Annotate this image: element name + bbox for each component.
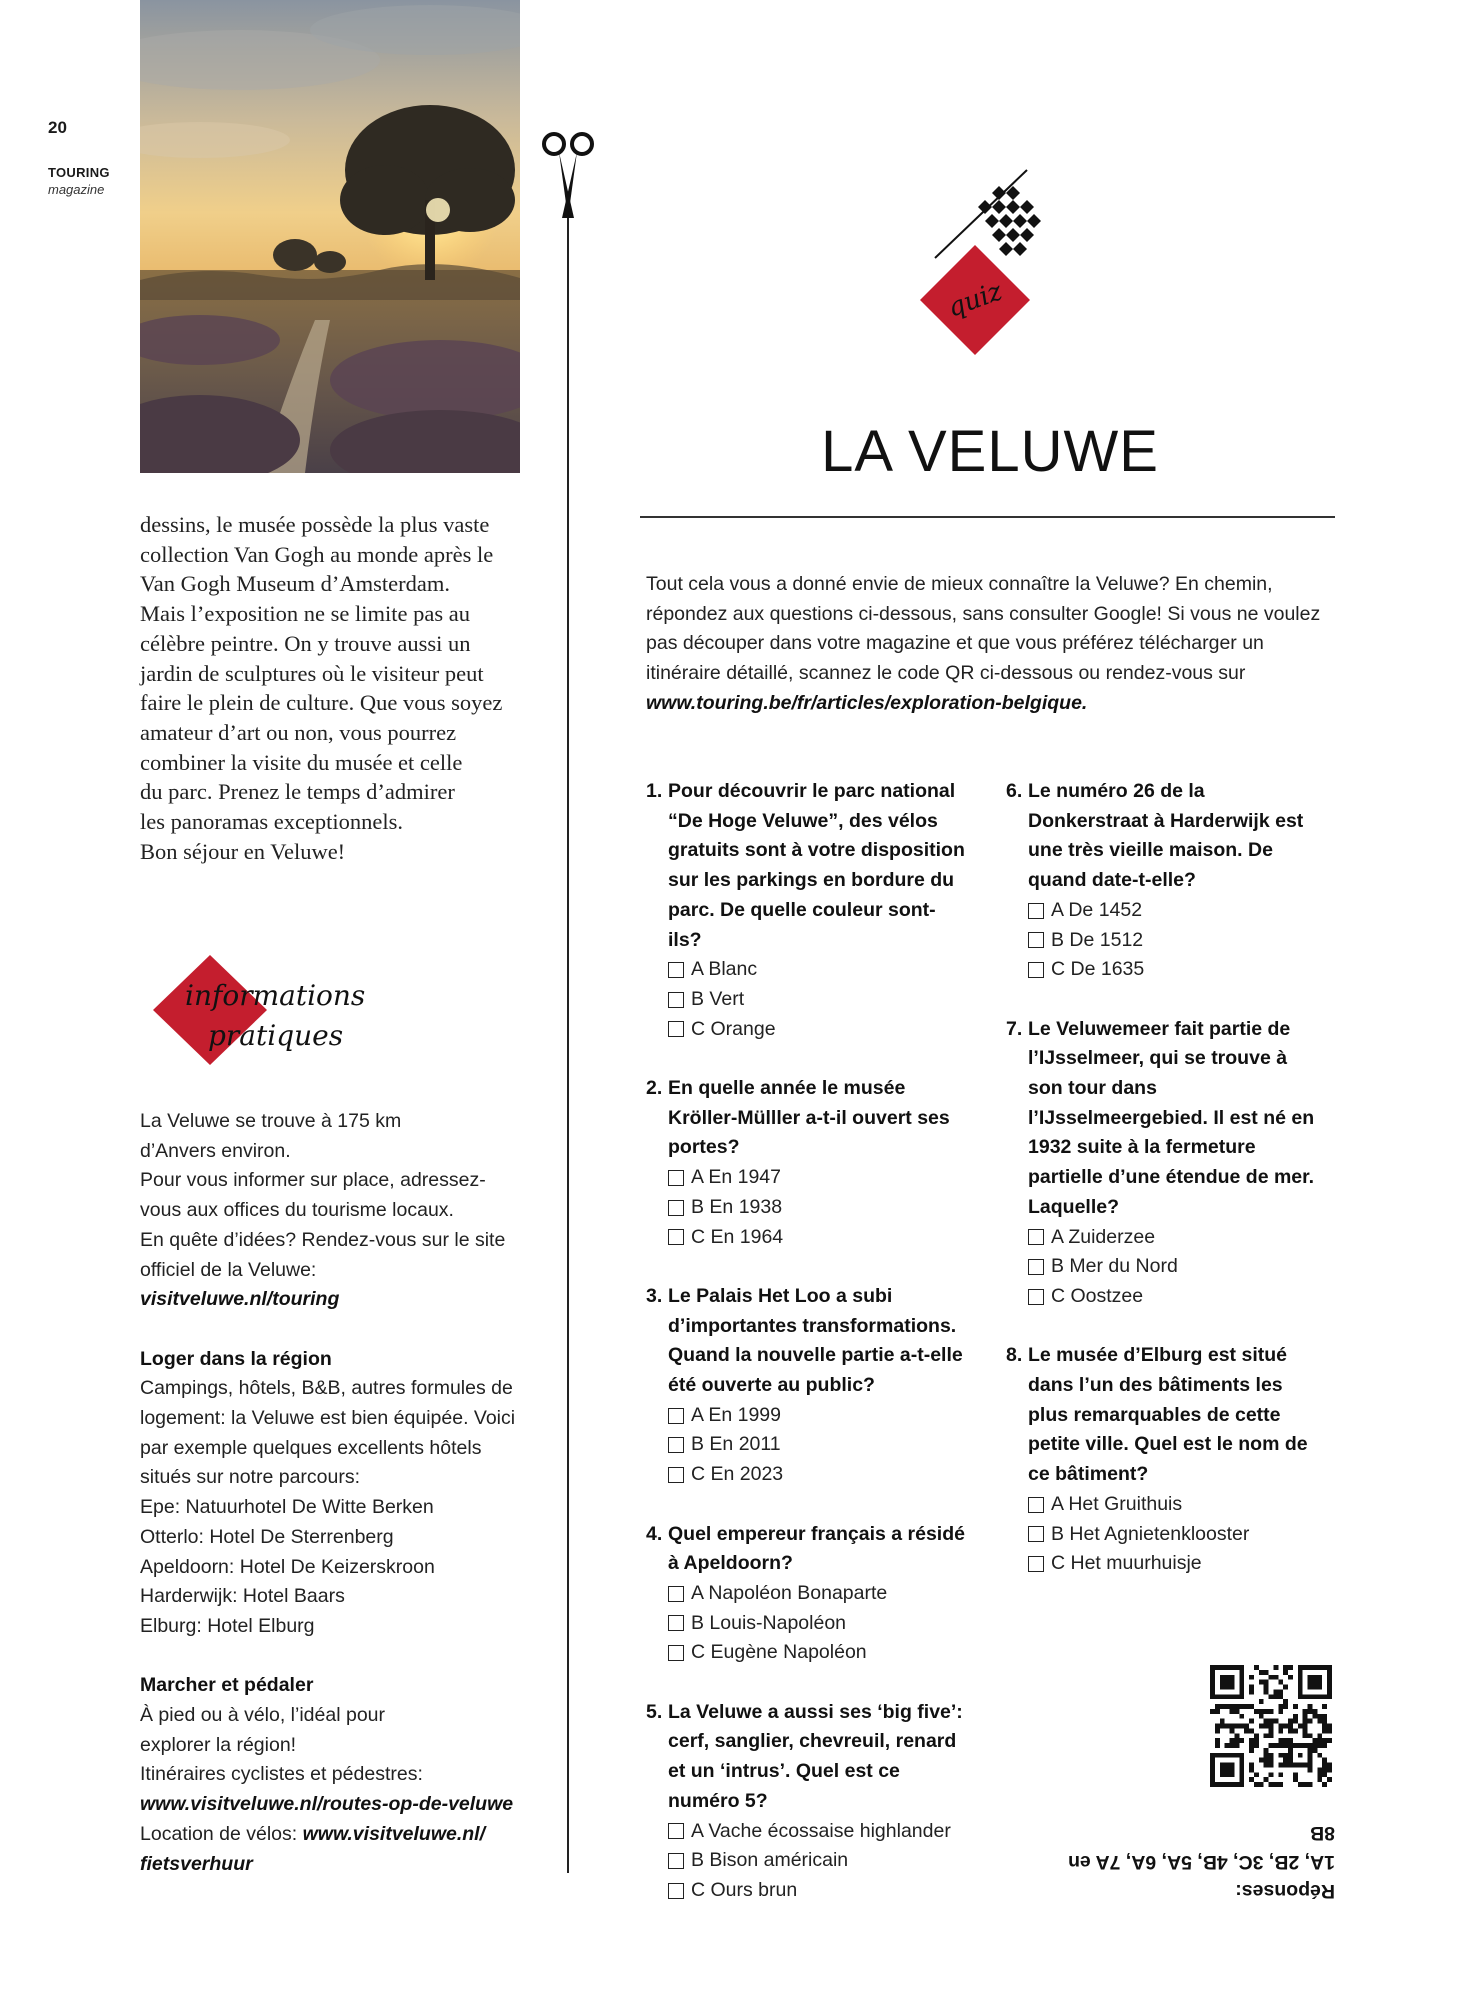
checkbox[interactable]: [668, 1853, 684, 1869]
quiz-question: [646, 777, 966, 1044]
article-line: célèbre peintre. On y trouve aussi un: [140, 630, 471, 656]
title-divider: [640, 516, 1335, 518]
question-number: 4.: [646, 1522, 663, 1545]
question-number: 7.: [1006, 1017, 1023, 1040]
checkbox[interactable]: [1028, 1526, 1044, 1542]
answer-option[interactable]: [668, 1876, 966, 1906]
option-label: B Het Agnietenklooster: [1051, 1522, 1250, 1545]
option-label: C Oostzee: [1051, 1284, 1144, 1307]
option-label: A Blanc: [691, 958, 758, 981]
article-line: Bon séjour en Veluwe!: [140, 838, 346, 864]
intro-line: Tout cela vous a donné envie de mieux connaître la Veluwe? En chemin,: [646, 573, 1273, 595]
question-text: Pour découvrir le parc national “De Hoge Veluwe”, des vélos gratuits sont à votre disposition sur les parkings en bordure du parc. De quelle couleur sont-ils?: [668, 780, 965, 951]
checkbox[interactable]: [1028, 1259, 1044, 1275]
checkbox[interactable]: [668, 1437, 684, 1453]
answer-option[interactable]: [668, 985, 966, 1015]
rental-line: [140, 1820, 520, 1850]
answer-option[interactable]: [1028, 1549, 1326, 1579]
hotel-item: Elburg: Hotel Elburg: [140, 1614, 315, 1637]
option-label: C Eugène Napoléon: [691, 1641, 867, 1664]
article-line: dessins, le musée possède la plus vaste: [140, 512, 490, 537]
question-text: La Veluwe a aussi ses ‘big five’: cerf, sanglier, chevreuil, renard et un ‘intrus’. Quel est ce numéro 5?: [668, 1700, 963, 1812]
option-label: A Napoléon Bonaparte: [691, 1581, 888, 1604]
rental-label: Location de vélos:: [140, 1822, 303, 1845]
option-label: A Het Gruithuis: [1051, 1492, 1183, 1515]
article-line: du parc. Prenez le temps d’admirer: [140, 779, 455, 805]
option-label: B En 2011: [691, 1433, 781, 1456]
hotel-item: Apeldoorn: Hotel De Keizerskroon: [140, 1555, 435, 1578]
article-line: jardin de sculptures où le visiteur peut: [140, 660, 484, 686]
question-number: 5.: [646, 1700, 663, 1723]
info-badge: [140, 945, 380, 1085]
quiz-badge: [915, 160, 1100, 370]
question-text: Le Palais Het Loo a subi d’importantes transformations. Quand la nouvelle partie a-t-elle été ouverte au public?: [668, 1284, 963, 1397]
article-line: Mais l’exposition ne se limite pas au: [140, 601, 470, 627]
magazine-subtitle: magazine: [48, 182, 105, 197]
checkbox[interactable]: [668, 1408, 684, 1424]
quiz-question: [1006, 1341, 1326, 1579]
article-line: faire le plein de culture. Que vous soyez: [140, 690, 503, 716]
hotel-item: Harderwijk: Hotel Baars: [140, 1585, 345, 1608]
question-text: En quelle année le musée Kröller-Mülller a-t-il ouvert ses portes?: [668, 1077, 950, 1159]
info-line: vous aux offices du tourisme locaux.: [140, 1199, 454, 1222]
intro-line: itinéraire détaillé, scannez le code QR ci-dessous ou rendez-vous sur: [646, 662, 1246, 685]
answer-option[interactable]: [1028, 1282, 1326, 1312]
quiz-question: [646, 1282, 966, 1490]
checkbox[interactable]: [668, 1021, 684, 1037]
article-line: les panoramas exceptionnels.: [140, 809, 404, 835]
option-label: B De 1512: [1051, 928, 1144, 951]
cut-line: [567, 198, 569, 1873]
article-line: collection Van Gogh au monde après le: [140, 541, 494, 567]
article-line: amateur d’art ou non, vous pourrez: [140, 719, 457, 745]
option-label: A De 1452: [1051, 898, 1143, 921]
question-number: 1.: [646, 780, 663, 802]
hotel-item: Otterlo: Hotel De Sterrenberg: [140, 1525, 394, 1548]
rental-link-cont[interactable]: fietsverhuur: [140, 1852, 253, 1875]
checkbox[interactable]: [668, 1615, 684, 1631]
answer-option[interactable]: [668, 1430, 966, 1460]
checkbox[interactable]: [668, 1823, 684, 1839]
answers-text: 1A, 2B, 3C, 4B, 5A, 6A, 7A en 8B: [1068, 1822, 1335, 1873]
visitveluwe-link[interactable]: visitveluwe.nl/touring: [140, 1288, 340, 1311]
info-line: Pour vous informer sur place, adressez-: [140, 1169, 486, 1192]
answer-option[interactable]: [1028, 1520, 1326, 1550]
checkbox[interactable]: [668, 1586, 684, 1602]
touring-link[interactable]: www.touring.be/fr/articles/exploration-belgique.: [646, 691, 1088, 714]
answer-option[interactable]: [668, 1579, 966, 1609]
info-line: par exemple quelques excellents hôtels: [140, 1436, 482, 1459]
quiz-intro: [646, 570, 1336, 719]
info-line: logement: la Veluwe est bien équipée. Voici: [140, 1407, 516, 1430]
question-text: Le numéro 26 de la Donkerstraat à Harderwijk est une très vieille maison. De quand date-t-elle?: [1028, 780, 1304, 892]
checkbox[interactable]: [1028, 903, 1044, 919]
scissors-icon: [538, 130, 598, 220]
intro-line: pas découper dans votre magazine et que vous préférez télécharger un: [646, 632, 1264, 655]
answers-label: Réponses:: [1235, 1880, 1335, 1902]
quiz-answers: [1040, 1818, 1335, 1905]
option-label: C En 2023: [691, 1463, 784, 1486]
quiz-question: [646, 1074, 966, 1252]
answer-option[interactable]: [668, 1609, 966, 1639]
info-line: explorer la région!: [140, 1733, 297, 1756]
checkbox[interactable]: [668, 1645, 684, 1661]
quiz-question: [1006, 777, 1326, 985]
answer-option[interactable]: [668, 1193, 966, 1223]
info-badge-line2: pratiques: [208, 1019, 344, 1052]
option-label: A En 1947: [691, 1166, 781, 1189]
answer-option[interactable]: [668, 1015, 966, 1045]
option-label: B Louis-Napoléon: [691, 1611, 847, 1634]
info-line: Itinéraires cyclistes et pédestres:: [140, 1763, 423, 1786]
option-label: B En 1938: [691, 1195, 783, 1218]
checkbox[interactable]: [1028, 1497, 1044, 1513]
info-line: officiel de la Veluwe:: [140, 1258, 317, 1281]
option-label: B Mer du Nord: [1051, 1255, 1178, 1278]
option-label: A Vache écossaise highlander: [691, 1819, 951, 1842]
question-number: 3.: [646, 1284, 663, 1307]
answer-option[interactable]: [668, 955, 966, 985]
checkbox[interactable]: [1028, 1229, 1044, 1245]
answer-option[interactable]: [1028, 955, 1326, 985]
info-line: La Veluwe se trouve à 175 km: [140, 1110, 402, 1132]
checkbox[interactable]: [668, 1467, 684, 1483]
info-line: En quête d’idées? Rendez-vous sur le site: [140, 1228, 506, 1251]
checkbox[interactable]: [668, 1883, 684, 1899]
info-line: situés sur notre parcours:: [140, 1466, 361, 1489]
quiz-question: [646, 1520, 966, 1669]
page-number: 20: [48, 118, 67, 137]
checkbox[interactable]: [668, 992, 684, 1008]
quiz-question: [646, 1698, 966, 1906]
option-label: C Orange: [691, 1017, 776, 1040]
walking-heading: Marcher et pédaler: [140, 1674, 314, 1697]
questions-column-left: [646, 777, 966, 1935]
question-text: Le Veluwemeer fait partie de l’IJsselmeer, qui se trouve à son tour dans l’IJsselmeergebied. Il est né en 1932 suite à la fermeture partielle d’une étendue de mer. Laquelle?: [1028, 1017, 1315, 1218]
question-text: Quel empereur français a résidé à Apeldoorn?: [668, 1522, 965, 1575]
answer-option[interactable]: [1028, 926, 1326, 956]
intro-line: répondez aux questions ci-dessous, sans consulter Google! Si vous ne voulez: [646, 602, 1321, 625]
checkbox[interactable]: [668, 1170, 684, 1186]
page-title: LA VELUWE: [821, 419, 1159, 484]
option-label: C Ours brun: [691, 1878, 798, 1901]
question-text: Le musée d’Elburg est situé dans l’un des bâtiments les plus remarquables de cette petite ville. Quel est le nom de ce bâtiment?: [1028, 1344, 1308, 1486]
answer-option[interactable]: [1028, 1223, 1326, 1253]
answer-option[interactable]: [1028, 1252, 1326, 1282]
option-label: C De 1635: [1051, 958, 1145, 981]
question-number: 8.: [1006, 1344, 1023, 1367]
checkbox[interactable]: [1028, 962, 1044, 978]
info-line: d’Anvers environ.: [140, 1139, 291, 1162]
question-number: 2.: [646, 1077, 663, 1100]
checkbox[interactable]: [1028, 1289, 1044, 1305]
info-line: À pied ou à vélo, l’idéal pour: [140, 1704, 385, 1727]
question-number: 6.: [1006, 780, 1023, 802]
questions-column-right: [1006, 777, 1326, 1609]
info-badge-line1: informations: [185, 979, 366, 1012]
hotel-item: Epe: Natuurhotel De Witte Berken: [140, 1496, 434, 1519]
article-text: [140, 510, 520, 866]
option-label: C En 1964: [691, 1225, 784, 1248]
answer-option[interactable]: [1028, 1490, 1326, 1520]
answer-option[interactable]: [668, 1163, 966, 1193]
practical-info: [140, 1107, 520, 1879]
answer-option[interactable]: [668, 1846, 966, 1876]
qr-code[interactable]: [1210, 1665, 1332, 1787]
option-label: A Zuiderzee: [1051, 1225, 1156, 1248]
option-label: C Het muurhuisje: [1051, 1552, 1202, 1575]
checkbox[interactable]: [668, 1200, 684, 1216]
quiz-badge-label: quiz: [943, 276, 1007, 324]
rental-link[interactable]: www.visitveluwe.nl/: [302, 1822, 486, 1845]
option-label: A En 1999: [691, 1403, 781, 1426]
info-line: Campings, hôtels, B&B, autres formules de: [140, 1377, 513, 1400]
answer-option[interactable]: [668, 1401, 966, 1431]
quiz-question: [1006, 1015, 1326, 1312]
checkbox[interactable]: [1028, 1556, 1044, 1572]
checkbox[interactable]: [668, 1229, 684, 1245]
option-label: B Vert: [691, 987, 745, 1010]
option-label: B Bison américain: [691, 1849, 849, 1872]
answer-option[interactable]: [668, 1223, 966, 1253]
checkbox[interactable]: [668, 962, 684, 978]
heathland-photo: [140, 0, 520, 473]
article-line: Van Gogh Museum d’Amsterdam.: [140, 571, 450, 597]
answer-option[interactable]: [668, 1817, 966, 1847]
checkbox[interactable]: [1028, 932, 1044, 948]
article-line: combiner la visite du musée et celle: [140, 749, 463, 775]
lodging-heading: Loger dans la région: [140, 1347, 332, 1370]
routes-link[interactable]: www.visitveluwe.nl/routes-op-de-veluwe: [140, 1793, 514, 1816]
magazine-brand: TOURING: [48, 165, 110, 180]
answer-option[interactable]: [668, 1638, 966, 1668]
answer-option[interactable]: [1028, 896, 1326, 926]
answer-option[interactable]: [668, 1460, 966, 1490]
